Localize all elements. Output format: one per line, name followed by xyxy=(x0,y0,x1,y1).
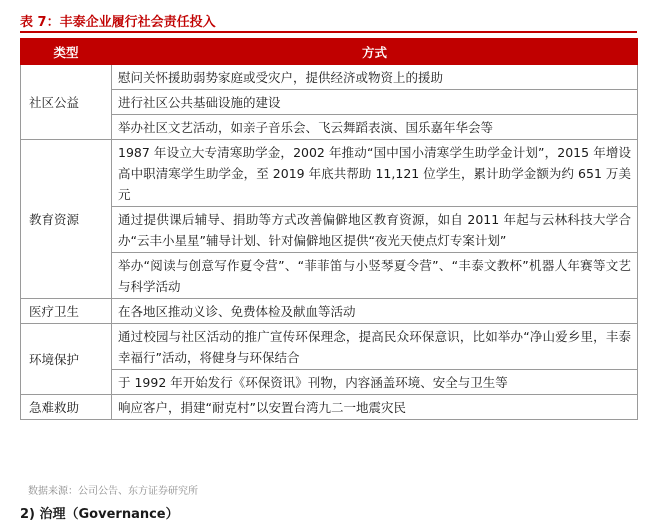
method-cell: 在各地区推动义诊、免费体检及献血等活动 xyxy=(112,299,638,324)
header-row xyxy=(21,39,638,65)
category-relief: 急难救助 xyxy=(21,395,112,420)
table-row xyxy=(21,65,638,90)
table-row xyxy=(21,207,638,253)
method-cell: 通过提供课后辅导、捐助等方式改善偏僻地区教育资源，如自 2011 年起与云林科技大学合办“云丰小星星”辅导计划、针对偏僻地区提供“夜光天使点灯专案计划” xyxy=(112,207,638,253)
method-cell: 进行社区公共基础设施的建设 xyxy=(112,90,638,115)
category-education: 教育资源 xyxy=(21,140,112,299)
header-method: 方式 xyxy=(112,39,638,65)
category-community: 社区公益 xyxy=(21,65,112,140)
table-caption: 表 7：丰泰企业履行社会责任投入 xyxy=(20,15,216,30)
category-medical: 医疗卫生 xyxy=(21,299,112,324)
method-cell: 于 1992 年开始发行《环保资讯》刊物，内容涵盖环境、安全与卫生等 xyxy=(112,370,638,395)
table-row xyxy=(21,324,638,370)
caption-divider xyxy=(20,31,637,33)
table-row xyxy=(21,115,638,140)
category-environment: 环境保护 xyxy=(21,324,112,395)
table-row xyxy=(21,90,638,115)
next-section-heading: 2) 治理（Governance） xyxy=(20,507,179,522)
source-note: 数据来源：公司公告、东方证券研究所 xyxy=(28,486,198,497)
method-cell: 举办社区文艺活动，如亲子音乐会、飞云舞蹈表演、国乐嘉年华会等 xyxy=(112,115,638,140)
method-cell: 1987 年设立大专清寒助学金，2002 年推动“国中国小清寒学生助学金计划”，2015 年增设高中职清寒学生助学金，至 2019 年底共帮助 11,121 位学生，累计助学金额为约 651 万美元 xyxy=(112,140,638,207)
header-type: 类型 xyxy=(21,39,112,65)
method-cell: 慰问关怀援助弱势家庭或受灾户，提供经济或物资上的援助 xyxy=(112,65,638,90)
method-cell: 举办“阅读与创意写作夏令营”、“菲菲笛与小竖琴夏令营”、“丰泰文教杯”机器人年赛等文艺与科学活动 xyxy=(112,253,638,299)
table-row xyxy=(21,395,638,420)
method-cell: 响应客户，捐建“耐克村”以安置台湾九二一地震灾民 xyxy=(112,395,638,420)
table-row xyxy=(21,140,638,207)
csr-table xyxy=(20,38,638,420)
method-cell: 通过校园与社区活动的推广宣传环保理念，提高民众环保意识，比如举办“净山爱乡里，丰泰幸福行”活动，将健身与环保结合 xyxy=(112,324,638,370)
table-row xyxy=(21,253,638,299)
table-row xyxy=(21,370,638,395)
table-row xyxy=(21,299,638,324)
